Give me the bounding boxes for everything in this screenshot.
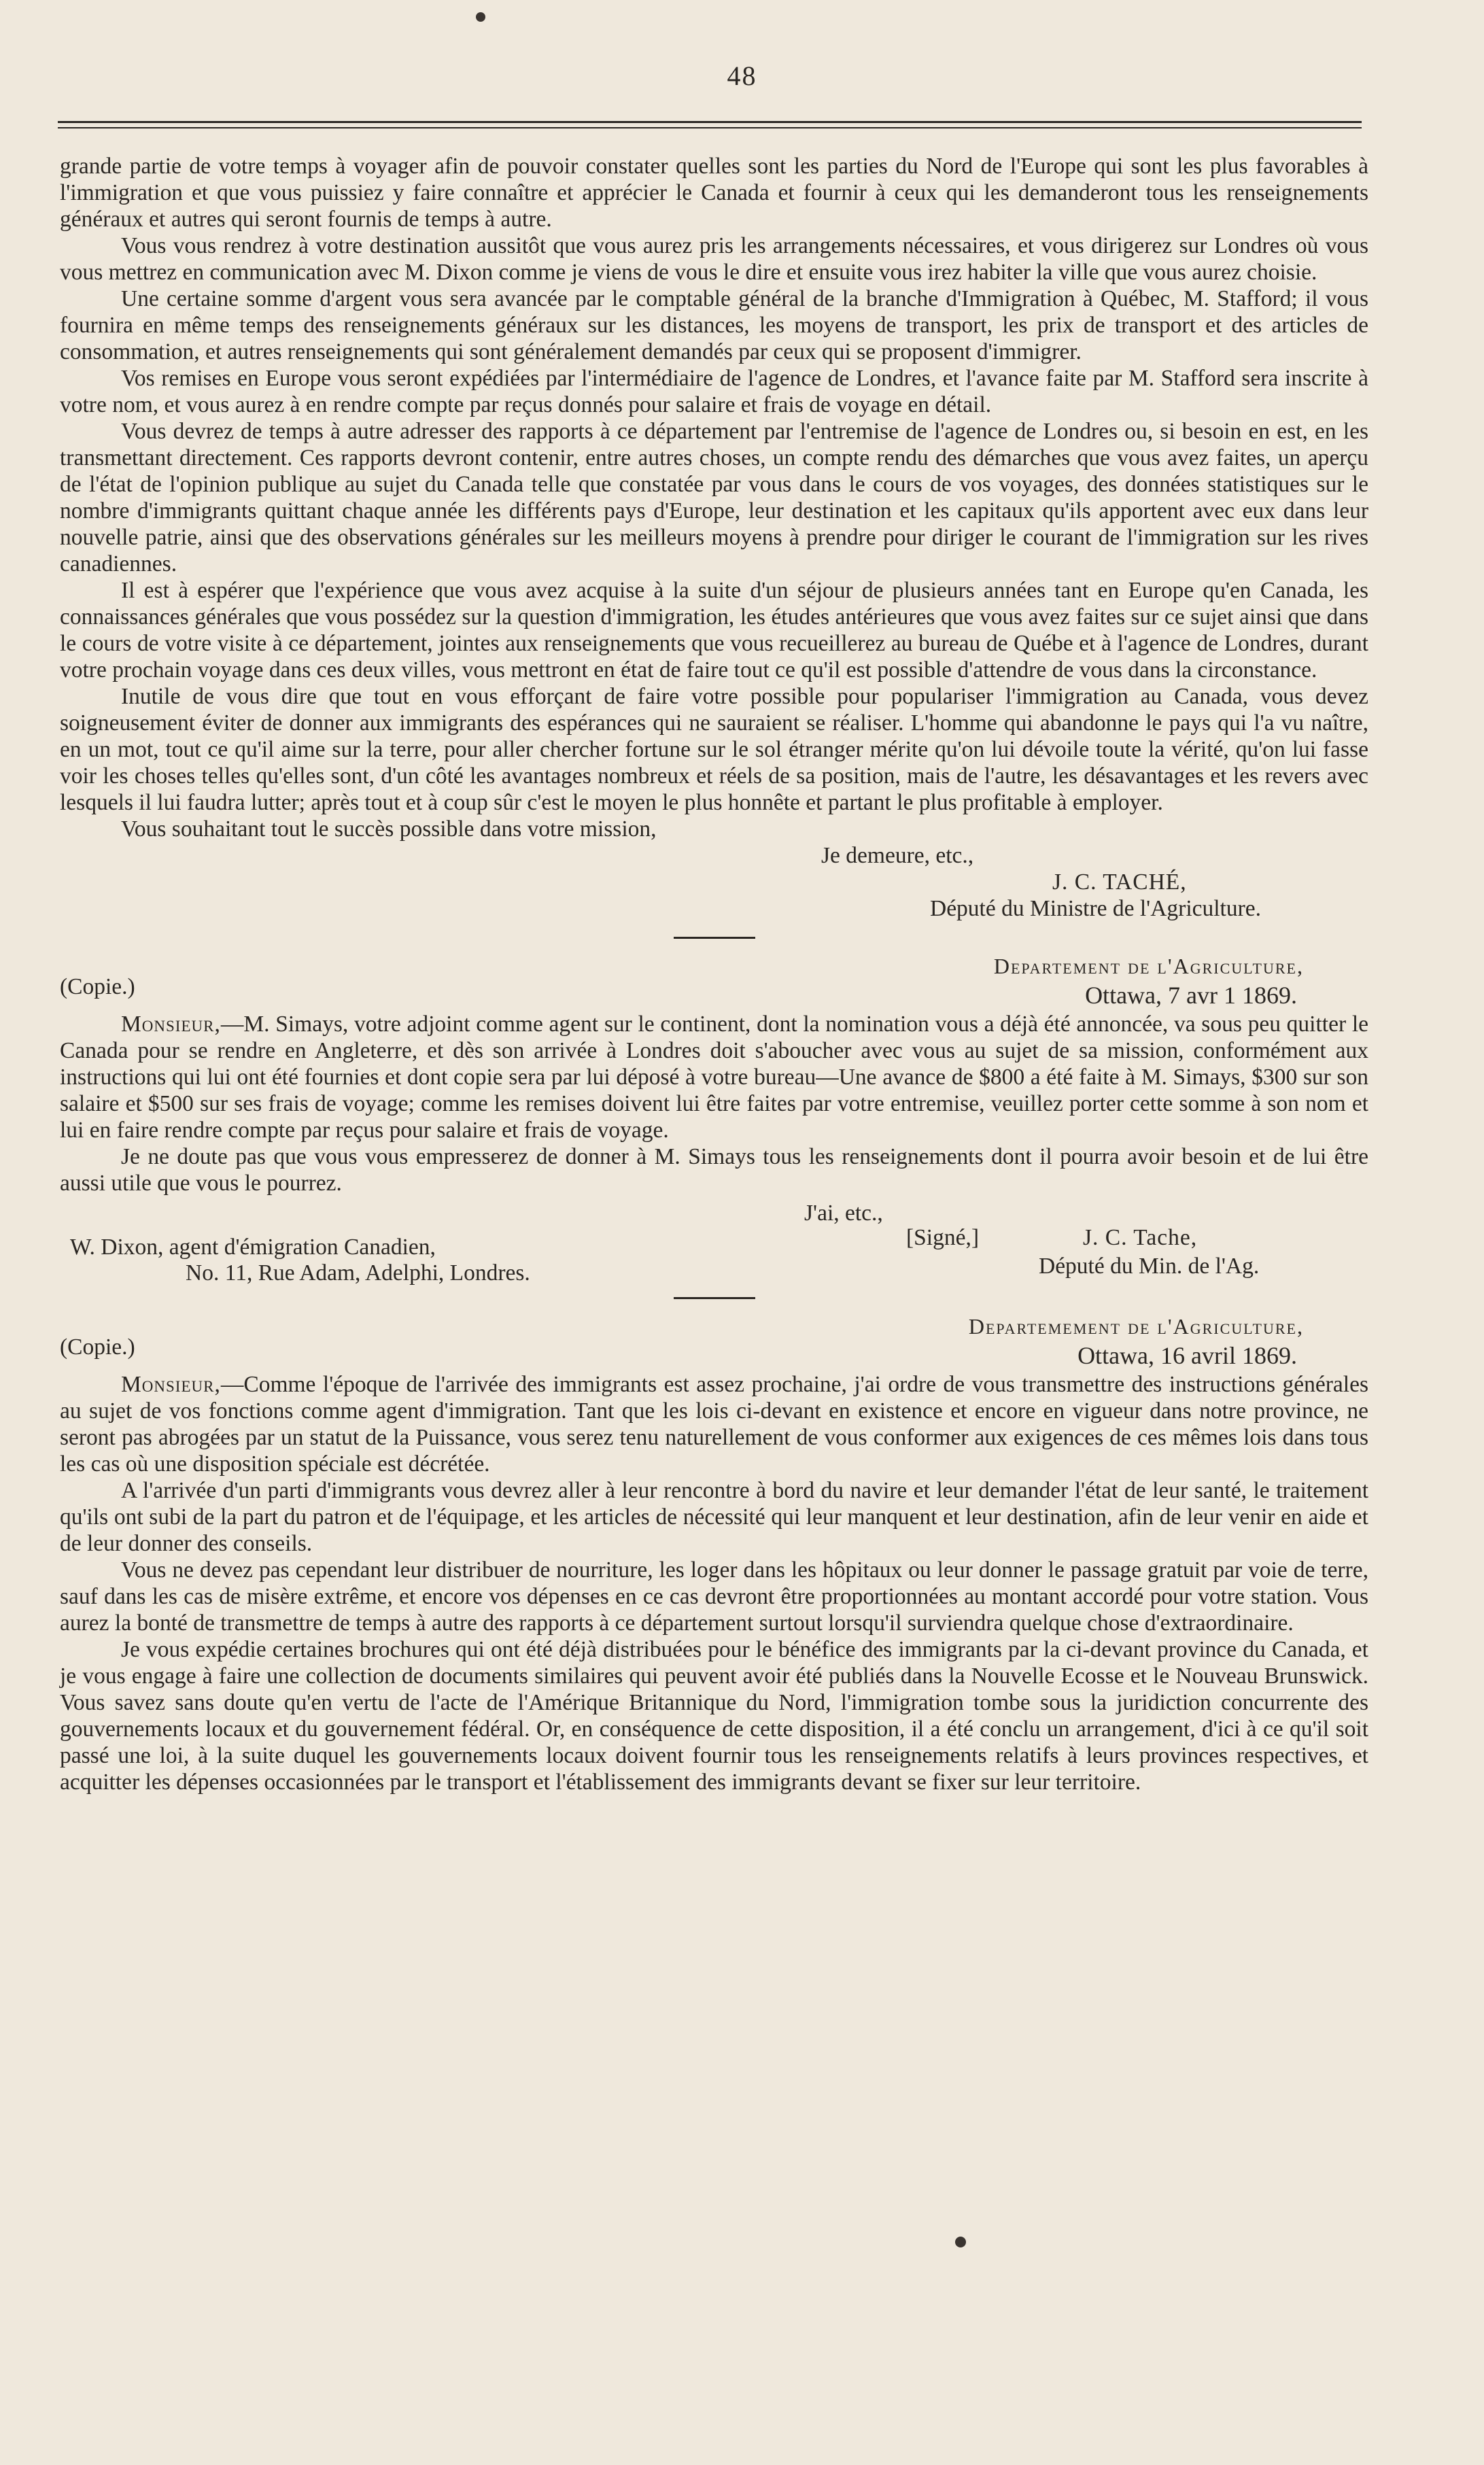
paragraph-text: —Comme l'époque de l'arrivée des immigrants est assez prochaine, j'ai ordre de vous transmettre des instructions générales au sujet de vos fonctions comme agent d'immigration. Tant que les lois ci-devant en existence et encore en vigueur dans notre province, ne seront pas abrogées par un statut de la Puissance, vous serez tenu naturellement de vous conformer aux exigences de ces mêmes lois dans tous les cas où une disposition spéciale est décrétée. — [60, 1372, 1368, 1477]
letter-2-signature — [60, 1201, 1368, 1286]
letter-2-header — [60, 954, 1368, 1011]
paragraph: grande partie de votre temps à voyager afin de pouvoir constater quelles sont les parties du Nord de l'Europe qui sont les plus favorables à l'immigration et que vous puissiez y faire connaître et apprécier le Canada et fournir à ceux qui les demanderont tous les renseignements généraux et autres qui seront fournis de temps à autre. — [60, 154, 1368, 232]
section-divider — [674, 1297, 755, 1299]
letter-2 — [60, 954, 1368, 1286]
signed-mark: [Signé,] — [906, 1225, 979, 1250]
paragraph: Je vous expédie certaines brochures qui ont été déjà distribuées pour le bénéfice des immigrants par la ci-devant province du Canada, et je vous engage à faire une collection de documents similaires qui peuvent avoir été publiés dans la Nouvelle Ecosse et le Nouveau Brunswick. Vous savez sans doute qu'en vertu de l'acte de l'Amérique Britannique du Nord, l'immigration tombe sous la juridiction concurrente des gouvernements locaux et du gouvernement fédéral. Or, en conséquence de cette disposition, il a été conclu un arrangement, d'ici à ce qu'il soit passé une loi, à la suite duquel les gouvernements locaux doivent fournir tous les renseignements relatifs à leurs provinces respectives, et acquitter les dépenses occasionnées par le transport et l'établissement des immigrants devant se fixer sur leur territoire. — [60, 1637, 1368, 1795]
header-rules — [58, 121, 1362, 128]
copy-label: (Copie.) — [60, 974, 135, 999]
signer-title: Député du Min. de l'Ag. — [1039, 1254, 1260, 1279]
salutation: Monsieur, — [121, 1012, 221, 1037]
ink-dot-top — [476, 12, 485, 22]
page-number: 48 — [727, 61, 757, 91]
paragraph-text: —M. Simays, votre adjoint comme agent sur le continent, dont la nomination vous a déjà été annoncée, va sous peu quitter le Canada pour se rendre en Angleterre, et dès son arrivée à Londres doit s'aboucher avec vous au sujet de sa mission, conformément aux instructions qui lui ont été fournies et dont copie sera par lui déposé à votre bureau—Une avance de $800 a été faite à M. Simays, $300 sur son salaire et $500 sur ses frais de voyage; comme les remises doivent lui être faites par votre entremise, veuillez porter cette somme à son nom et lui en faire rendre compte par reçus pour salaire et frais de voyage. — [60, 1012, 1368, 1143]
signer-name: J. C. TACHÉ, — [1052, 869, 1187, 895]
paragraph: Vous vous rendrez à votre destination aussitôt que vous aurez pris les arrangements nécessaires, et vous dirigerez sur Londres où vous vous mettrez en communication avec M. Dixon comme je viens de vous le dire et ensuite vous irez habiter la ville que vous aurez choisie. — [60, 233, 1368, 285]
page-content — [60, 153, 1368, 1795]
paragraph: A l'arrivée d'un parti d'immigrants vous devrez aller à leur rencontre à bord du navire et leur demander l'état de leur santé, le traitement qu'ils ont subi de la part du patron et de l'équipage, et les articles de nécessité qui leur manquent et leur destination, afin de leur venir en aide et de leur donner des conseils. — [60, 1478, 1368, 1556]
letter-3 — [60, 1314, 1368, 1795]
section-divider — [674, 937, 755, 939]
ink-dot-bottom — [955, 2237, 966, 2247]
signer-name: J. C. Tache, — [1083, 1225, 1198, 1250]
paragraph: Vous devrez de temps à autre adresser des rapports à ce département par l'entremise de l'agence de Londres ou, si besoin en est, en les transmettant directement. Ces rapports devront contenir, entre autres choses, un compte rendu des démarches que vous avez faites, un aperçu de l'état de l'opinion publique au sujet du Canada telle que constatée par vous dans le cours de vos voyages, des données statistiques sur le nombre d'immigrants quittant chaque année les différents pays d'Europe, leur destination et les capitaux qu'ils apportent avec eux dans leur nouvelle patrie, ainsi que des observations générales sur les meilleurs moyens à prendre pour diriger le courant de l'immigration sur les rives canadiennes. — [60, 419, 1368, 576]
paragraph: Je ne doute pas que vous vous empresserez de donner à M. Simays tous les renseignements dont il pourra avoir besoin et de lui être aussi utile que vous le pourrez. — [60, 1144, 1368, 1196]
department-heading: Departemement de l'Agriculture, — [968, 1314, 1304, 1339]
letter-date: Ottawa, 16 avril 1869. — [1077, 1342, 1297, 1369]
paragraph — [60, 1011, 1368, 1143]
letter-date: Ottawa, 7 avr 1 1869. — [1085, 982, 1297, 1009]
paragraph: Une certaine somme d'argent vous sera avancée par le comptable général de la branche d'Immigration à Québec, M. Stafford; il vous fournira en même temps des renseignements généraux sur les distances, les moyens de transport, les prix de transport et des articles de consommation, et autres renseignements qui sont généralement demandés par ceux qui se proposent d'immigrer. — [60, 286, 1368, 364]
signer-title: Député du Ministre de l'Agriculture. — [930, 896, 1262, 921]
address: No. 11, Rue Adam, Adelphi, Londres. — [186, 1260, 530, 1286]
closing-formula: Je demeure, etc., — [821, 843, 974, 868]
paragraph: Vous souhaitant tout le succès possible dans votre mission, — [121, 816, 657, 842]
paragraph: Vos remises en Europe vous seront expédiées par l'intermédiaire de l'agence de Londres, et l'avance faite par M. Stafford sera inscrite à votre nom, et vous aurez à en rendre compte par reçus donnés pour salaire et frais de voyage en détail. — [60, 366, 1368, 417]
letter-3-header — [60, 1314, 1368, 1371]
paragraph: Vous ne devez pas cependant leur distribuer de nourriture, les loger dans les hôpitaux ou leur donner le passage gratuit par voie de terre, sauf dans les cas de misère extrême, et encore vos dépenses en ce cas devront être proportionnées au montant accordé pour votre station. Vous aurez la bonté de transmettre de temps à autre des rapports à ce département surtout lorsqu'il surviendra quelque chose d'extraordinaire. — [60, 1557, 1368, 1636]
copy-label: (Copie.) — [60, 1334, 135, 1360]
letter-1-closing — [60, 842, 1368, 922]
paragraph — [60, 1371, 1368, 1477]
closing-formula: J'ai, etc., — [804, 1201, 883, 1226]
letter-1 — [60, 153, 1368, 922]
department-heading: Departement de l'Agriculture, — [993, 954, 1304, 978]
salutation: Monsieur, — [121, 1372, 221, 1397]
paragraph: Il est à espérer que l'expérience que vous avez acquise à la suite d'un séjour de plusieurs années tant en Europe qu'en Canada, les connaissances générales que vous possédez sur la question d'immigration, les études antérieures que vous avez faites sur ce sujet ainsi que dans le cours de votre visite à ce département, jointes aux renseignements que vous recueillerez au bureau de Québe et à l'agence de Londres, durant votre prochain voyage dans ces deux villes, vous mettront en état de faire tout ce qu'il est possible d'attendre de vous dans la circonstance. — [60, 578, 1368, 683]
paragraph: Inutile de vous dire que tout en vous efforçant de faire votre possible pour populariser l'immigration au Canada, vous devez soigneusement éviter de donner aux immigrants des espérances qui ne sauraient se réaliser. L'homme qui abandonne le pays qui l'a vu naître, en un mot, tout ce qu'il aime sur la terre, pour aller chercher fortune sur le sol étranger mérite qu'on lui dévoile toute la vérité, qu'on lui fasse voir les choses telles qu'elles sont, d'un côté les avantages nombreux et réels de sa position, mais de l'autre, les désavantages et les revers avec lesquels il lui faudra lutter; après tout et à coup sûr c'est le moyen le plus honnête et partant le plus profitable à employer. — [60, 684, 1368, 815]
addressee: W. Dixon, agent d'émigration Canadien, — [70, 1235, 436, 1260]
